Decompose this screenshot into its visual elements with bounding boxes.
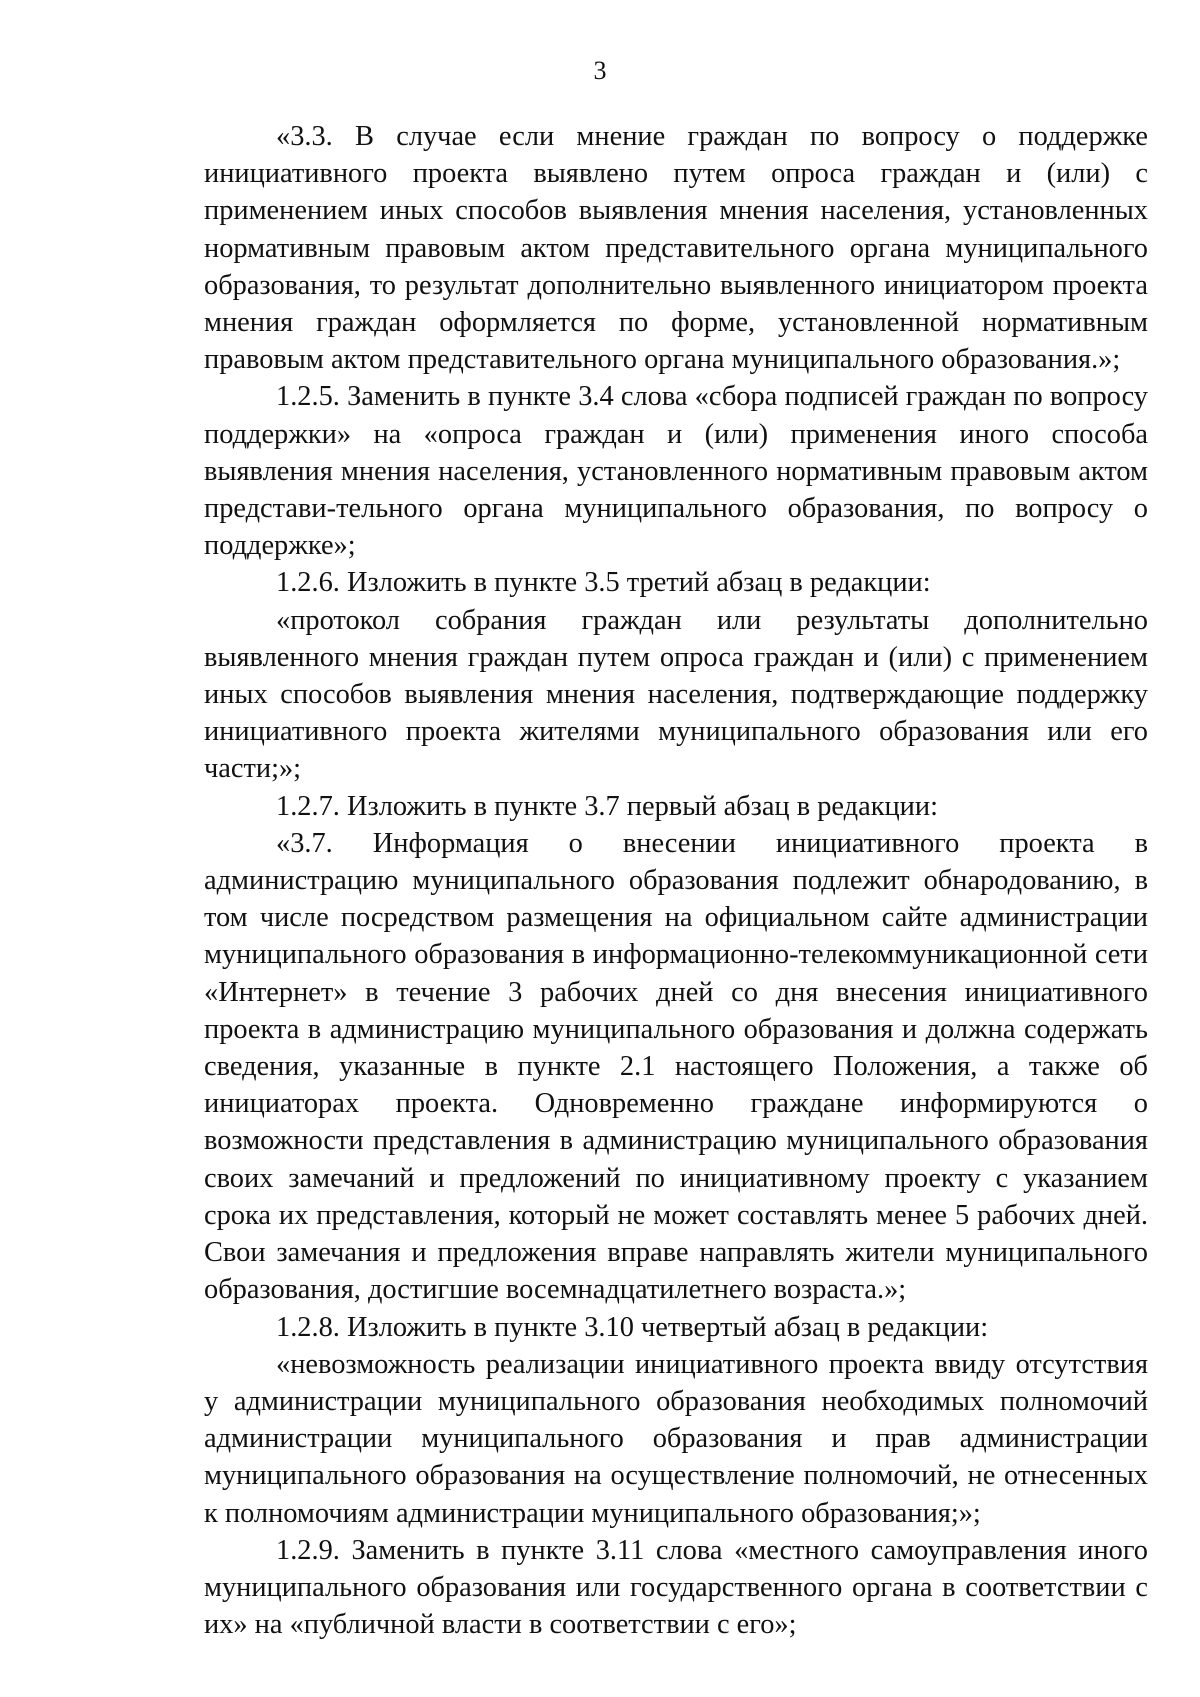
paragraph-3-5-quote: «протокол собрания граждан или результаты дополнительно выявленного мнения граждан путем опроса граждан и (или) с применением иных способов выявления мнения населения, подтверждающие поддержку инициативного проекта жителями муниципального образования или его части;»; xyxy=(204,604,1148,785)
page-number: 3 xyxy=(593,56,607,85)
paragraph-3-10-quote: «невозможность реализации инициативного проекта ввиду отсутствия у администрации муниципального образования необходимых полномочий администрации муниципального образования и прав администрации муниципального образования на осуществление полномочий, не отнесенных к полномочиям администрации муниципального образования;»; xyxy=(204,1348,1148,1529)
document-body xyxy=(204,118,1148,1643)
paragraph-1-2-5: 1.2.5. Заменить в пункте 3.4 слова «сбора подписей граждан по вопросу поддержки» на «опроса граждан и (или) применения иного способа выявления мнения населения, установленного нормативным правовым актом представи-тельного органа муниципального образования, по вопросу о поддержке»; xyxy=(204,381,1148,562)
paragraph-3-7-quote: «3.7. Информация о внесении инициативного проекта в администрацию муниципального образования подлежит обнародованию, в том числе посредством размещения на официальном сайте администрации муниципального образования в информационно-телекоммуникационной сети «Интернет» в течение 3 рабочих дней со дня внесения инициативного проекта в администрацию муниципального образования и должна содержать сведения, указанные в пункте 2.1 настоящего Положения, а также об инициаторах проекта. Одновременно граждане информируются о возможности представления в администрацию муниципального образования своих замечаний и предложений по инициативному проекту с указанием срока их представления, который не может составлять менее 5 рабочих дней. Свои замечания и предложения вправе направлять жители муниципального образования, достигшие восемнадцатилетнего возраста.»; xyxy=(204,827,1148,1306)
paragraph-1-2-6: 1.2.6. Изложить в пункте 3.5 третий абзац в редакции: xyxy=(276,567,931,599)
paragraph-1-2-7: 1.2.7. Изложить в пункте 3.7 первый абзац в редакции: xyxy=(276,790,938,822)
paragraph-1-2-8: 1.2.8. Изложить в пункте 3.10 четвертый абзац в редакции: xyxy=(276,1311,989,1343)
paragraph-1-2-9: 1.2.9. Заменить в пункте 3.11 слова «местного самоуправления иного муниципального образования или государственного органа в соответствии с их» на «публичной власти в соответствии с его»; xyxy=(204,1534,1148,1641)
paragraph-3-3-quote: «3.3. В случае если мнение граждан по вопросу о поддержке инициативного проекта выявлено путем опроса граждан и (или) с применением иных способов выявления мнения населения, установленных нормативным правовым актом представительного органа муниципального образования, то результат дополнительно выявленного инициатором проекта мнения граждан оформляется по форме, установленной нормативным правовым актом представительного органа муниципального образования.»; xyxy=(204,121,1148,376)
